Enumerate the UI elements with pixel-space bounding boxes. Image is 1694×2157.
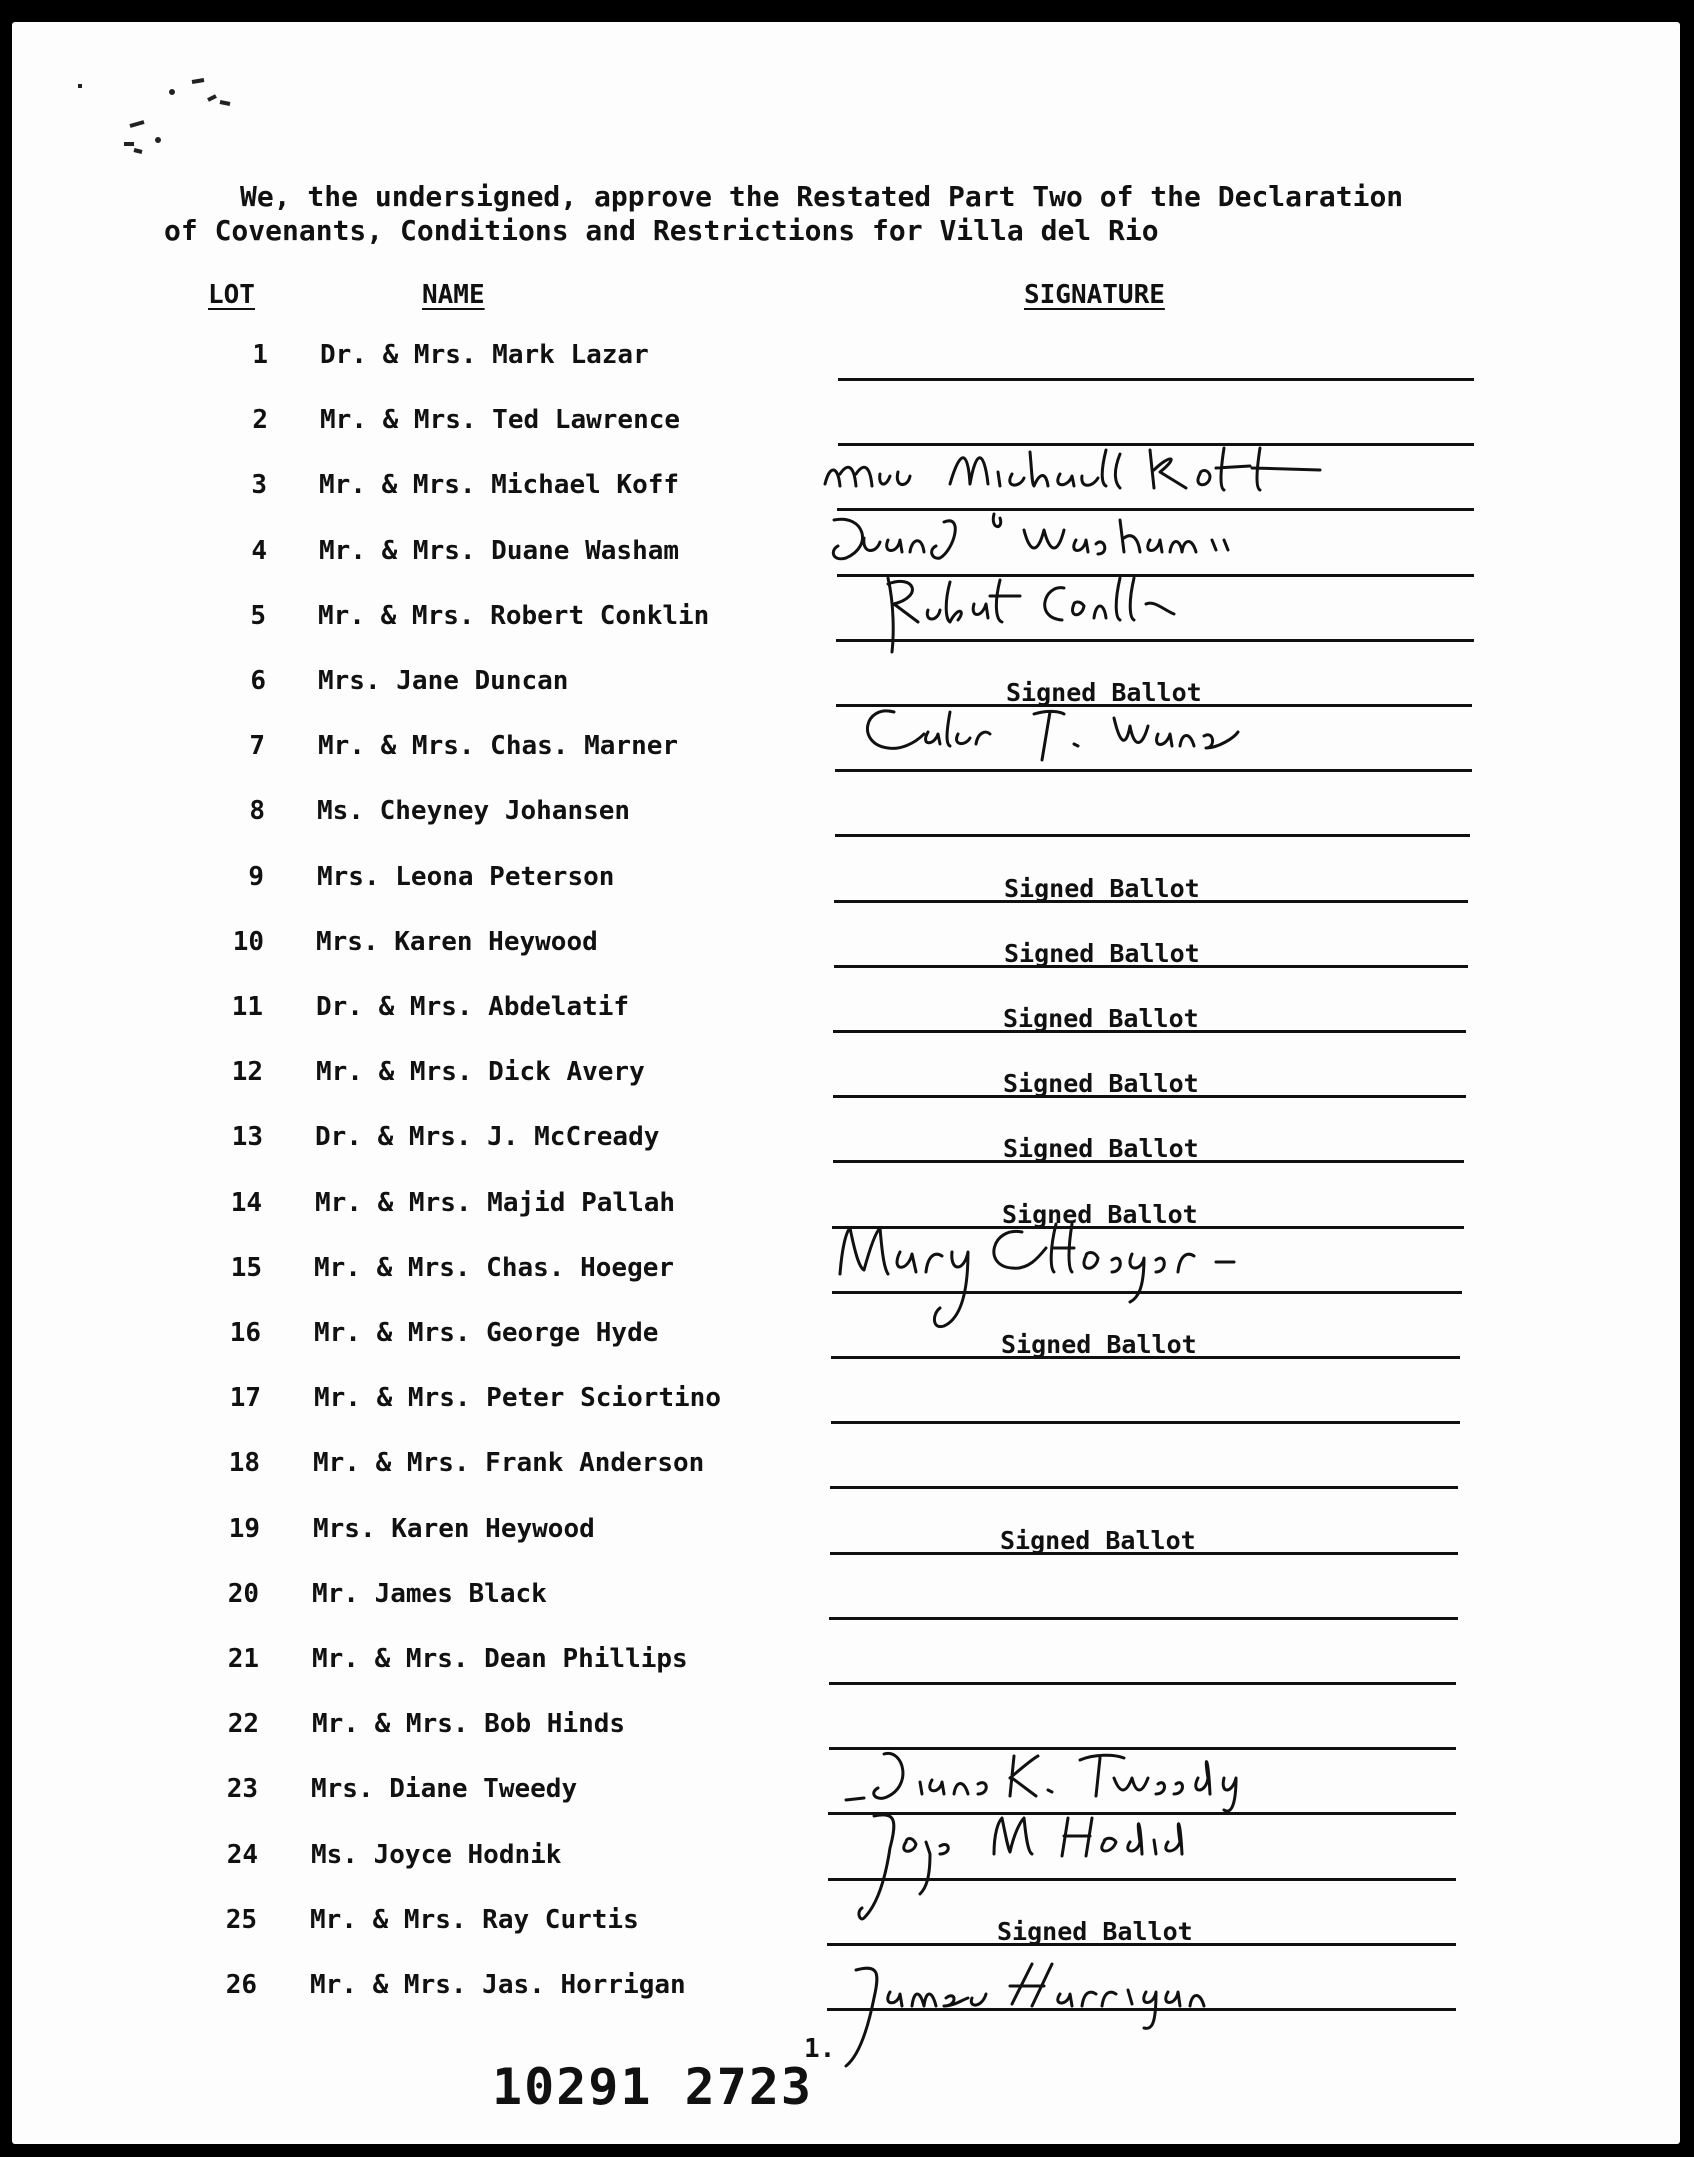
lot-number: 7 (249, 731, 265, 761)
lot-number: 25 (225, 1905, 257, 1935)
lot-number: 6 (250, 666, 266, 696)
signature-line (838, 378, 1474, 381)
owner-name: Mr. & Mrs. Peter Sciortino (314, 1383, 721, 1413)
document-page (12, 22, 1680, 2144)
table-row (12, 1383, 1680, 1443)
table-row (12, 992, 1680, 1052)
lot-number: 23 (226, 1774, 258, 1804)
table-row (12, 731, 1680, 791)
signature-line (829, 1617, 1458, 1620)
handwritten-signature-lot-15 (832, 1218, 1332, 1338)
owner-name: Mr. James Black (312, 1579, 547, 1609)
owner-name: Mrs. Karen Heywood (313, 1514, 595, 1544)
owner-name: Mrs. Diane Tweedy (311, 1774, 578, 1804)
owner-name: Mr. & Mrs. Dick Avery (316, 1057, 645, 1087)
owner-name: Ms. Joyce Hodnik (311, 1840, 562, 1870)
owner-name: Dr. & Mrs. Abdelatif (316, 992, 630, 1022)
table-row (12, 1644, 1680, 1704)
table-row (12, 601, 1680, 661)
table-row (12, 1840, 1680, 1900)
owner-name: Mrs. Leona Peterson (317, 862, 615, 892)
lot-number: 5 (250, 601, 266, 631)
table-row (12, 1057, 1680, 1117)
lot-number: 21 (227, 1644, 259, 1674)
signed-ballot-note: Signed Ballot (1004, 939, 1200, 968)
signature-line (831, 1421, 1460, 1424)
signature-column-header: SIGNATURE (1024, 280, 1165, 310)
owner-name: Mr. & Mrs. Chas. Hoeger (314, 1253, 675, 1283)
lot-number: 15 (230, 1253, 262, 1283)
signed-ballot-note: Signed Ballot (1002, 1200, 1198, 1229)
handwritten-signature-lot-4 (824, 510, 1384, 574)
table-row (12, 796, 1680, 856)
lot-number: 24 (226, 1840, 258, 1870)
lot-number: 19 (228, 1514, 260, 1544)
signature-line (835, 834, 1470, 837)
document-number: 10291 2723 (492, 2058, 814, 2116)
lot-number: 1 (252, 340, 268, 370)
owner-name: Mr. & Mrs. Bob Hinds (312, 1709, 626, 1739)
handwritten-signature-lot-24 (854, 1808, 1314, 1928)
scan-specks (12, 22, 272, 162)
table-row (12, 666, 1680, 726)
owner-name: Mrs. Karen Heywood (316, 927, 598, 957)
lot-number: 3 (251, 470, 267, 500)
handwritten-signature-lot-5 (874, 574, 1294, 654)
lot-number: 11 (231, 992, 263, 1022)
lot-number: 18 (228, 1448, 260, 1478)
intro-line-1: We, the undersigned, approve the Restated Part Two of the Declaration (240, 180, 1404, 213)
owner-name: Mr. & Mrs. Michael Koff (319, 470, 680, 500)
owner-name: Dr. & Mrs. J. McCready (315, 1122, 660, 1152)
lot-number: 9 (248, 862, 264, 892)
intro-statement (164, 180, 1604, 248)
table-row (12, 1905, 1680, 1965)
lot-number: 17 (229, 1383, 261, 1413)
owner-name: Mr. & Mrs. Duane Washam (319, 536, 680, 566)
lot-number: 14 (230, 1188, 262, 1218)
owner-name: Mr. & Mrs. Dean Phillips (312, 1644, 688, 1674)
table-row (12, 1579, 1680, 1639)
lot-number: 22 (227, 1709, 259, 1739)
owner-name: Mr. & Mrs. Majid Pallah (315, 1188, 676, 1218)
page-mark: 1. (804, 2034, 836, 2064)
intro-line-2: of Covenants, Conditions and Restrictions for Villa del Rio (164, 214, 1159, 247)
table-row (12, 340, 1680, 400)
handwritten-signature-lot-3 (820, 444, 1540, 514)
lot-number: 2 (252, 405, 268, 435)
lot-number: 12 (231, 1057, 263, 1087)
owner-name: Mr. & Mrs. George Hyde (314, 1318, 659, 1348)
name-column-header: NAME (422, 280, 485, 310)
owner-name: Mr. & Mrs. Jas. Horrigan (310, 1970, 686, 2000)
owner-name: Dr. & Mrs. Mark Lazar (320, 340, 649, 370)
table-row (12, 1122, 1680, 1182)
signed-ballot-note: Signed Ballot (1003, 1134, 1199, 1163)
signed-ballot-note: Signed Ballot (997, 1917, 1193, 1946)
table-row (12, 1448, 1680, 1508)
lot-number: 13 (231, 1122, 263, 1152)
owner-name: Mr. & Mrs. Robert Conklin (318, 601, 710, 631)
signature-line (830, 1486, 1458, 1489)
lot-column-header: LOT (208, 280, 255, 310)
table-row (12, 1514, 1680, 1574)
signed-ballot-note: Signed Ballot (1006, 678, 1202, 707)
handwritten-signature-lot-7 (854, 704, 1314, 774)
handwritten-signature-lot-26 (838, 1958, 1298, 2078)
signed-ballot-note: Signed Ballot (1003, 1004, 1199, 1033)
signed-ballot-note: Signed Ballot (1003, 1069, 1199, 1098)
owner-name: Mr. & Mrs. Chas. Marner (318, 731, 679, 761)
lot-number: 20 (227, 1579, 259, 1609)
owner-name: Mr. & Mrs. Ted Lawrence (320, 405, 681, 435)
owner-name: Ms. Cheyney Johansen (317, 796, 631, 826)
signed-ballot-note: Signed Ballot (1004, 874, 1200, 903)
table-row (12, 862, 1680, 922)
owner-name: Mr. & Mrs. Ray Curtis (310, 1905, 639, 1935)
signed-ballot-note: Signed Ballot (1001, 1330, 1197, 1359)
owner-name: Mr. & Mrs. Frank Anderson (313, 1448, 705, 1478)
table-row (12, 927, 1680, 987)
lot-number: 16 (229, 1318, 261, 1348)
lot-number: 8 (249, 796, 265, 826)
lot-number: 26 (225, 1970, 257, 2000)
lot-number: 10 (232, 927, 264, 957)
signed-ballot-note: Signed Ballot (1000, 1526, 1196, 1555)
lot-number: 4 (251, 536, 267, 566)
owner-name: Mrs. Jane Duncan (318, 666, 569, 696)
signature-line (829, 1682, 1456, 1685)
